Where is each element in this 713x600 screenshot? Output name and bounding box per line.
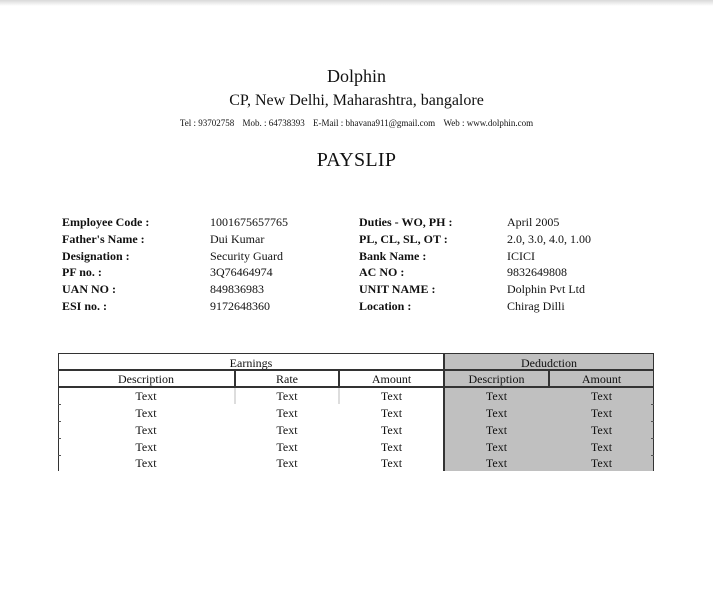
earnings-rate-cell: Text: [276, 389, 298, 403]
value-esi-no: 9172648360: [210, 298, 270, 313]
deduction-amount-cell: Text: [590, 389, 613, 403]
label-employee-code: Employee Code :: [62, 215, 150, 229]
label-bank-name: Bank Name :: [359, 248, 427, 263]
value-location: Chirag Dilli: [507, 298, 565, 313]
deduction-amount-cell: Text: [590, 423, 613, 437]
company-contact-line: [0, 118, 713, 128]
deduction-description-cell: Text: [485, 389, 508, 403]
label-fathers-name: Father's Name :: [62, 231, 145, 246]
label-designation: Designation :: [62, 248, 130, 263]
earnings-col-amount: Amount: [371, 372, 412, 386]
label-esi-no: ESI no. :: [62, 298, 108, 313]
value-fathers-name: Dui Kumar: [210, 231, 265, 246]
contact-web: Web : www.dolphin.com: [443, 118, 534, 128]
label-leaves: PL, CL, SL, OT :: [359, 231, 448, 246]
label-pf-no: PF no. :: [62, 265, 102, 280]
earnings-rate-cell: Text: [276, 423, 298, 437]
earnings-amount-cell: Text: [380, 406, 403, 420]
value-unit-name: Dolphin Pvt Ltd: [507, 282, 586, 297]
deduction-description-cell: Text: [485, 440, 508, 454]
value-designation: Security Guard: [210, 248, 283, 263]
earnings-description-cell: Text: [135, 440, 157, 454]
label-uan-no: UAN NO :: [62, 282, 116, 297]
deduction-col-description: Description: [468, 372, 525, 386]
earnings-amount-cell: Text: [380, 389, 403, 403]
deduction-amount-cell: Text: [590, 456, 613, 470]
employee-info-left-values: [210, 214, 288, 315]
contact-tel: Tel : 93702758: [179, 118, 235, 128]
employee-info-right-labels: [359, 214, 452, 315]
deduction-description-cell: Text: [485, 456, 508, 470]
contact-email: E-Mail : bhavana911@gmail.com: [313, 118, 436, 128]
company-name: Dolphin: [326, 66, 386, 86]
earnings-description-cell: Text: [135, 406, 157, 420]
label-location: Location :: [359, 298, 412, 313]
page-top-shadow: [0, 0, 713, 6]
value-uan-no: 849836983: [210, 282, 264, 297]
value-pf-no: 3Q76464974: [210, 265, 273, 280]
earnings-rate-cell: Text: [276, 440, 298, 454]
earnings-description-cell: Text: [135, 389, 157, 403]
employee-info-right-values: [507, 214, 591, 315]
earnings-amount-cell: Text: [380, 423, 403, 437]
contact-mobile: Mob. : 64738393: [242, 118, 305, 128]
value-bank-name: ICICI: [507, 248, 535, 263]
pay-table: [58, 353, 654, 471]
value-ac-no: 9832649808: [507, 265, 567, 280]
earnings-col-description: Description: [118, 372, 174, 386]
earnings-rate-cell: Text: [276, 456, 298, 470]
deduction-description-cell: Text: [485, 423, 508, 437]
earnings-rate-cell: Text: [276, 406, 298, 420]
employee-info-left-labels: [62, 214, 149, 315]
value-leaves: 2.0, 3.0, 4.0, 1.00: [507, 231, 591, 246]
earnings-description-cell: Text: [135, 456, 157, 470]
deduction-description-cell: Text: [485, 406, 508, 420]
value-duties: April 2005: [507, 215, 560, 229]
document-title: PAYSLIP: [316, 149, 397, 171]
label-unit-name: UNIT NAME :: [359, 282, 436, 297]
deduction-amount-cell: Text: [590, 406, 613, 420]
label-ac-no: AC NO :: [359, 265, 405, 280]
table-top-border: [58, 353, 654, 354]
deduction-amount-cell: Text: [590, 440, 613, 454]
earnings-col-rate: Rate: [276, 372, 298, 386]
earnings-title: Earnings: [229, 356, 273, 370]
deduction-col-amount: Amount: [581, 372, 622, 386]
value-employee-code: 1001675657765: [210, 215, 288, 229]
label-duties: Duties - WO, PH :: [359, 215, 453, 229]
deduction-title: Dedudction: [521, 356, 577, 370]
earnings-amount-cell: Text: [380, 456, 403, 470]
company-address: CP, New Delhi, Maharashtra, bangalore: [229, 92, 484, 109]
earnings-amount-cell: Text: [380, 440, 403, 454]
earnings-description-cell: Text: [135, 423, 157, 437]
